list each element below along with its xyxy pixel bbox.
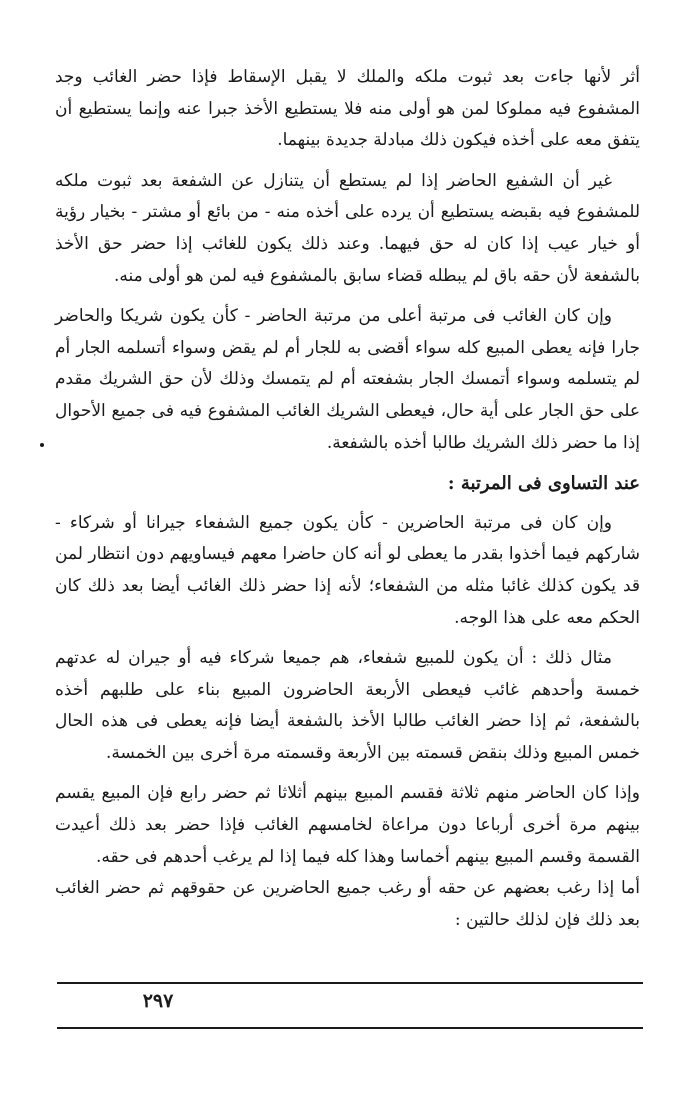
- paragraph-4: وإن كان فى مرتبة الحاضرين - كأن يكون جميع الشفعاء جيرانا أو شركاء - شاركهم فيما أخذوا بقدر ما يعطى لو أنه كان حاضرا معهم فيساويهم دون انتظار لمن قد يكون كذلك غائبا مثله من الشفعاء؛ لأنه إذا حضر ذلك الغائب أيضا بعد ذلك كان الحكم معه على هذا الوجه.: [55, 512, 640, 628]
- footer-rule-bottom: [57, 1027, 643, 1029]
- stray-ink-mark: [40, 443, 44, 447]
- paragraph-7: أما إذا رغب بعضهم عن حقه أو رغب جميع الحاضرين عن حقوقهم ثم حضر الغائب بعد ذلك فإن لذلك حالتين :: [55, 878, 640, 930]
- page-number: ٢٩٧: [142, 990, 174, 1012]
- paragraph-3: وإن كان الغائب فى مرتبة أعلى من مرتبة الحاضر - كأن يكون شريكا والحاضر جارا فإنه يعطى المبيع كله سواء أقضى به للجار أم لم يقض وسواء أتسلمه الجار أم لم يتسلمه وسواء أتمسك الجار بشفعته أم لم يتمسك وذلك لأن حق الشريك مقدم على حق الجار على أية حال، فيعطى الشريك الغائب المشفوع فيه فى جميع الأحوال إذا ما حضر ذلك الشريك طالبا أخذه بالشفعة.: [55, 306, 640, 453]
- paragraph-2: غير أن الشفيع الحاضر إذا لم يستطع أن يتنازل عن الشفعة بعد ثبوت ملكه للمشفوع فيه بقبضه يستطيع أن يرده على أخذه منه - من بائع أو مشتر - بخيار رؤية أو خيار عيب إذا كان له حق فيهما. وعند ذلك يكون للغائب إذا حضر حق الأخذ بالشفعة لأن حقه باق لم يبطله قضاء سابق بالمشفوع فيه لمن هو أولى منه.: [55, 170, 640, 286]
- paragraph-1: أثر لأنها جاءت بعد ثبوت ملكه والملك لا يقبل الإسقاط فإذا حضر الغائب وجد المشفوع فيه مملوكا لمن هو أولى منه فلا يستطيع الأخذ جبرا عنه وإنما يستطيع أن يتفق معه على أخذه فيكون ذلك مبادلة جديدة بينهما.: [55, 67, 640, 151]
- paragraph-6: وإذا كان الحاضر منهم ثلاثة فقسم المبيع بينهم أثلاثا ثم حضر رابع فإن المبيع يقسم بينهم مرة أخرى أرباعا دون مراعاة لخامسهم الغائب فإذا حضر بعد ذلك أعيدت القسمة وقسم المبيع بينهم أخماسا وهذا كله فيما إذا لم يرغب أحدهم فى حقه.: [55, 783, 640, 867]
- footer-rule-top: [57, 982, 643, 984]
- section-heading: عند التساوى فى المرتبة :: [447, 473, 640, 495]
- paragraph-5: مثال ذلك : أن يكون للمبيع شفعاء، هم جميعا شركاء فيه أو جيران له عدتهم خمسة وأحدهم غائب فيعطى الأربعة الحاضرون المبيع بناء على طلبهم أخذه بالشفعة، ثم إذا حضر الغائب طالبا الأخذ بالشفعة أيضا فإنه يعطى فى هذه الحال خمس المبيع وذلك بنقض قسمته بين الأربعة وقسمته مرة أخرى بين الخمسة.: [55, 648, 640, 763]
- page-body: [55, 62, 640, 945]
